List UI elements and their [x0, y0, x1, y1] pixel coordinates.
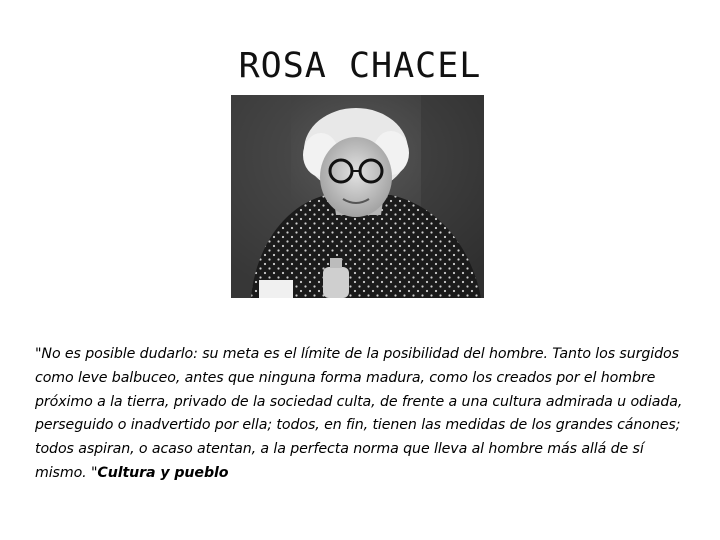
quote-text [35, 343, 685, 486]
quote-body: "No es posible dudarlo: su meta es el límite de la posibilidad del hombre. Tanto los surgidos como leve balbuceo, antes que ninguna forma madura, como los creados por el hombre próximo a la tierra, privado de la sociedad culta, de frente a una cultura admirada u odiada, perseguido o inadvertido por ella; todos, en fin, tienen las medidas de los grandes cánones; todos aspiran, o acaso atentan, a la perfecta norma que lleva al hombre más allá de sí mismo. " [35, 346, 683, 481]
work-title: Cultura y pueblo [97, 464, 229, 481]
portrait-photo [231, 95, 484, 298]
slide-title: ROSA CHACEL [238, 46, 482, 86]
